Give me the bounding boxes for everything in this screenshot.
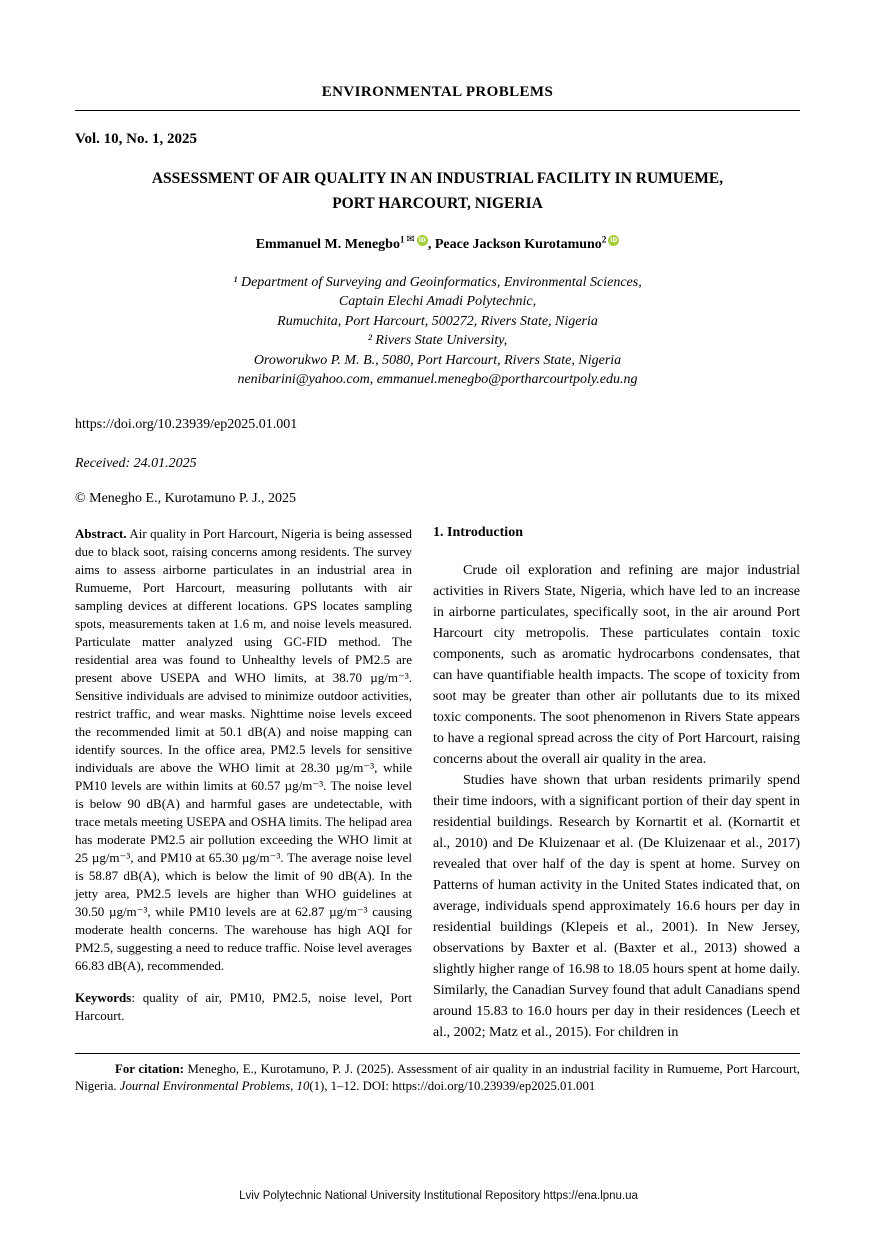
affiliation-line: Oroworukwo P. M. B., 5080, Port Harcourt, Rivers State, Nigeria [253, 352, 622, 368]
received-date: Received: 24.01.2025 [75, 455, 197, 471]
author-1-affiliation-marker: 1 [399, 234, 405, 244]
citation-journal-name: Journal Environmental Problems, 10 [119, 1078, 310, 1093]
two-column-body [75, 525, 800, 1043]
abstract-paragraph [75, 525, 412, 975]
affiliation-line: ² Rivers State University, [367, 333, 508, 349]
author-1-name: Emmanuel M. Menegbo$^1$ [255, 234, 405, 252]
affiliation-line: ¹ Department of Surveying and Geoinformatics, Environmental Sciences, [233, 274, 642, 290]
keywords-label: Keywords [75, 989, 132, 1005]
citation-text-part1: Menegho, E., Kurotamuno, P. J. (2025). Assessment of air quality in an industrial facility in Rumueme, Port Harcourt, Nigeria. [75, 1061, 800, 1093]
citation-footnote [75, 1053, 800, 1095]
article-title [75, 166, 800, 216]
journal-header [75, 84, 800, 111]
orcid-icon[interactable]: iD [418, 237, 426, 244]
affiliation-line: Captain Elechi Amadi Polytechnic, [338, 294, 537, 310]
copyright-line: © Menegho E., Kurotamuno P. J., 2025 [75, 490, 297, 506]
email-icon[interactable]: ✉ [406, 234, 415, 245]
article-title-line1: ASSESSMENT OF AIR QUALITY IN AN INDUSTRIAL FACILITY IN RUMUEME, [151, 170, 724, 187]
section-heading-introduction: 1. Introduction [433, 524, 523, 540]
repository-link[interactable]: Lviv Polytechnic National University Institutional Repository https://ena.lpnu.ua [239, 1190, 638, 1202]
authors-emails[interactable]: nenibarini@yahoo.com, emmanuel.menegbo@portharcourtpoly.edu.ng [237, 372, 638, 388]
article-title-line2: PORT HARCOURT, NIGERIA [332, 195, 543, 212]
abstract-label: Abstract. [75, 525, 127, 541]
abstract-text: Air quality in Port Harcourt, Nigeria is being assessed due to black soot, raising concerns among residents. The survey aims to assess airborne particulates in an industrial area in Rumueme, Port Harcourt, measuring pollutants with air sampling devices at different locations. GPS locates sampling spots, measurements taken at 1.6 m, and noise levels measured. Particulate matter analyzed using GC-FID method. The residential area was found to Unhealthy levels of PM2.5 are present above USEPA and WHO limits, at 38.70 µg/m⁻³. Sensitive individuals are advised to minimize outdoor activities, restrict traffic, and wear masks. Nighttime noise levels exceed the recommended limit at 50.1 dB(A) and noise mapping can identify sources. In the office area, PM2.5 levels for sensitive individuals are above the WHO limit at 28.30 µg/m⁻³, while PM10 levels are within limits at 60.57 µg/m⁻³. The noise level is below 90 dB(A) and harmful gases are undetectable, with trace metals meeting USEPA and OSHA limits. The helipad area has moderate PM2.5 air pollution exceeding the WHO limit at 25 µg/m⁻³, and PM10 at 65.30 µg/m⁻³. The average noise level is 58.87 dB(A), which is below the limit of 90 dB(A). In the jetty area, PM2.5 levels are higher than WHO guidelines at 30.50 µg/m⁻³, while PM10 levels are at 62.87 µg/m⁻³ causing moderate health concerns. The warehouse has high AQI for PM2.5, suggesting a need to reduce traffic. Noise level averages 66.83 dB(A), recommended. [75, 525, 412, 973]
journal-name: ENVIRONMENTAL PROBLEMS [321, 84, 554, 100]
volume-info: Vol. 10, No. 1, 2025 [75, 131, 197, 147]
introduction-paragraph: Crude oil exploration and refining are major industrial activities in Rivers State, Nigeria, which have led to an increase in airborne particulates, specifically soot, in the air around Port Harcourt city metropolis. These particulates contain toxic components, such as aromatic hydrocarbons condensates, that can have quantifiable health impacts. The scope of toxicity from soot may be greater than other air pollutants due to its mixed toxic components. The soot phenomenon in Rivers State appears to have a regional spread across the city of Port Harcourt, raising concerns about the overall air quality in the area. [433, 562, 800, 767]
author-2-affiliation-marker: 2 [601, 234, 607, 244]
doi-link[interactable]: https://doi.org/10.23939/ep2025.01.001 [75, 416, 298, 432]
keywords-text: : quality of air, PM10, PM2.5, noise level, Port Harcourt. [75, 989, 412, 1023]
author-2-name: , Peace Jackson Kurotamuno$^2$ [427, 234, 607, 252]
citation-label: For citation: [115, 1061, 184, 1076]
citation-text-part2: (1), 1–12. DOI: https://doi.org/10.23939/ep2025.01.001 [309, 1078, 596, 1093]
introduction-paragraph: Studies have shown that urban residents primarily spend their time indoors, with a significant portion of their day spent in residential buildings. Research by Kornartit et al. (Kornartit et al., 2010) and De Kluizenaar et al. (De Kluizenaar et al., 2017) revealed that over half of the day is spent at home. Survey on Patterns of human activity in the United States indicated that, on average, individuals spend approximately 16.6 hours per day in residential buildings (Klepeis et al., 2001). In New Jersey, observations by Baxter et al. (Baxter et al., 2013) showed a slightly higher range of 16.98 to 18.05 hours spent at home daily. Similarly, the Canadian Survey found that adult Canadians spend around 15.83 to 16.0 hours per day in their residences (Leech et al., 2002; Matz et al., 2015). For children in [433, 772, 800, 1040]
authors-line [75, 234, 800, 253]
orcid-icon[interactable]: iD [610, 237, 618, 244]
affiliation-line: Rumuchita, Port Harcourt, 500272, Rivers State, Nigeria [277, 313, 598, 329]
keywords-paragraph [75, 989, 412, 1025]
left-column [75, 525, 412, 1025]
affiliations-block [75, 273, 800, 390]
right-column [433, 525, 800, 1043]
